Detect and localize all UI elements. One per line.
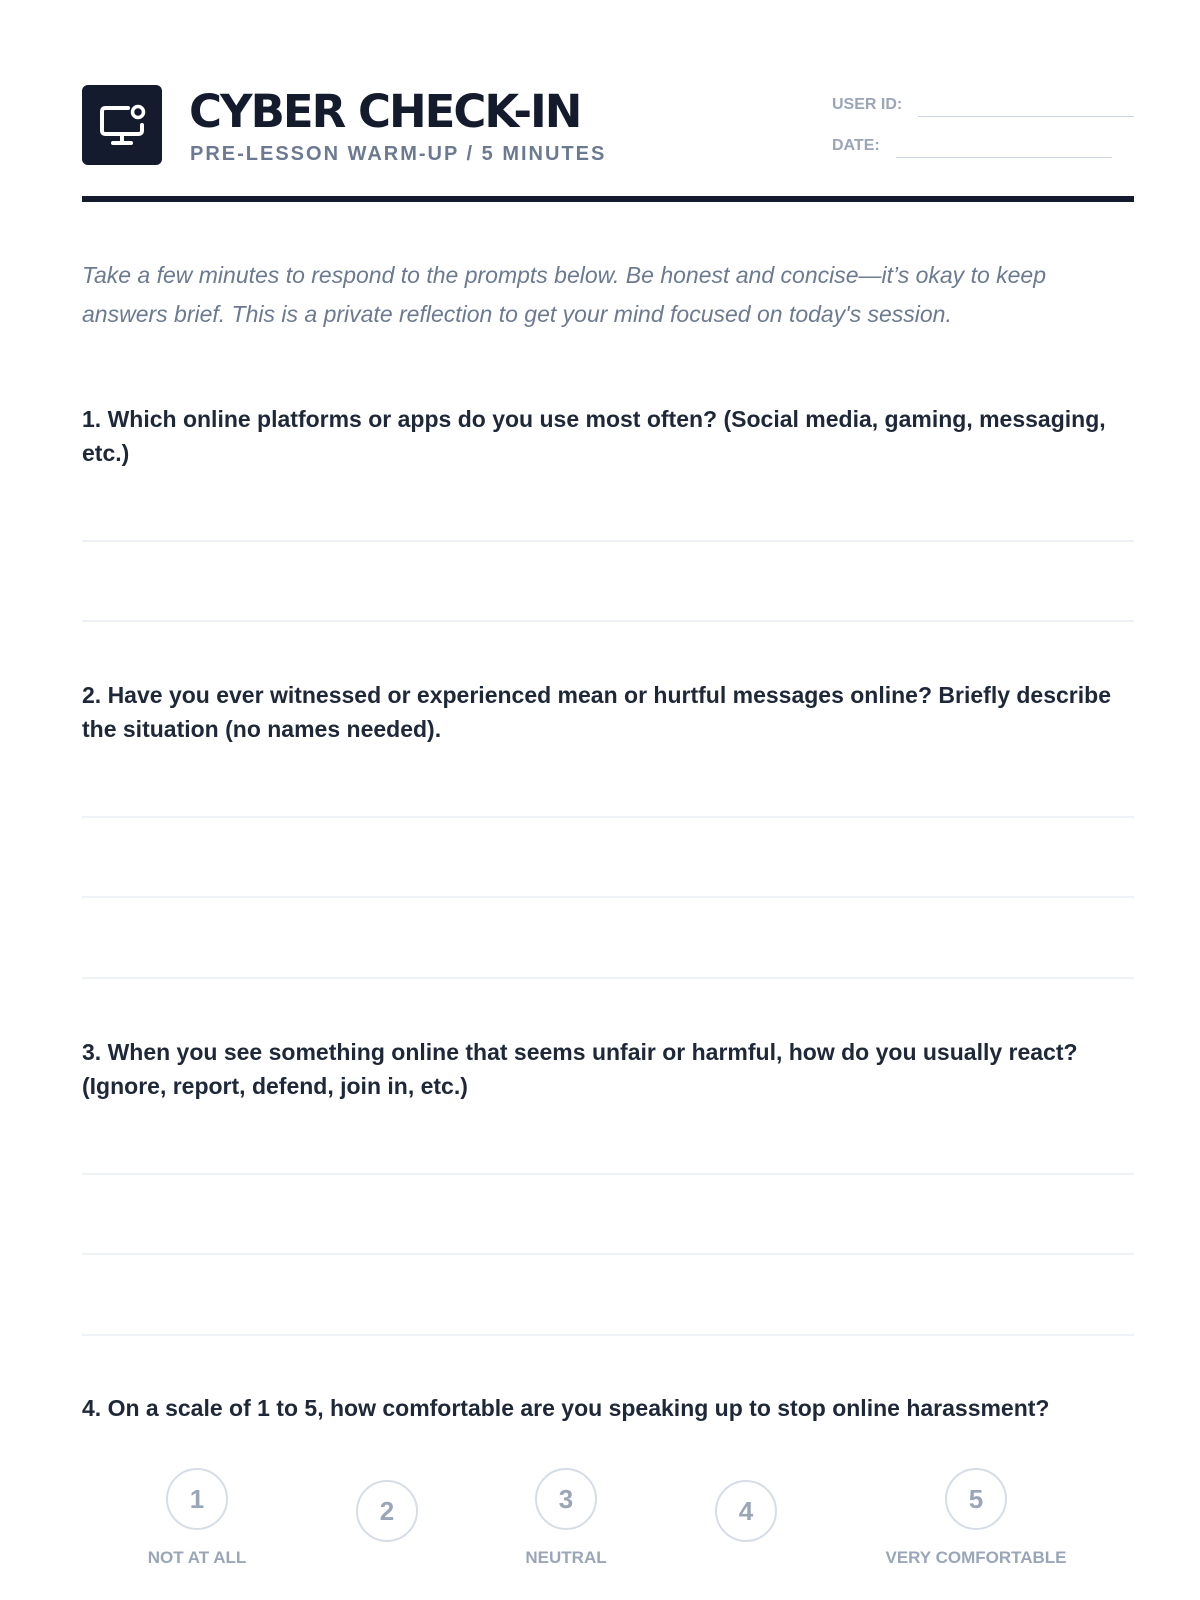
- question-3: 3. When you see something online that seems unfair or harmful, how do you usually react? (Ignore, report, defend, join in, etc.): [82, 1039, 1078, 1099]
- scale-option-2[interactable]: [287, 1480, 487, 1542]
- scale-label: NOT AT ALL: [147, 1548, 247, 1567]
- answer-line-q3-2[interactable]: [82, 1253, 1134, 1255]
- scale-circle[interactable]: 3: [535, 1468, 597, 1530]
- answer-line-q3-1[interactable]: [82, 1173, 1134, 1175]
- worksheet-page: [82, 0, 1134, 1567]
- scale-label: NEUTRAL: [525, 1548, 607, 1567]
- header: [82, 0, 1134, 202]
- user-id-field[interactable]: [918, 116, 1134, 117]
- page-title: CYBER CHECK-IN: [189, 85, 581, 138]
- answer-line-q3-3[interactable]: [82, 1334, 1134, 1336]
- monitor-user-icon: [82, 85, 162, 165]
- question-1: 1. Which online platforms or apps do you use most often? (Social media, gaming, messaging, etc.): [82, 406, 1106, 466]
- date-label: DATE:: [832, 137, 880, 154]
- answer-line-q2-1[interactable]: [82, 816, 1134, 818]
- page-subtitle: PRE-LESSON WARM-UP / 5 MINUTES: [190, 143, 607, 165]
- question-4: 4. On a scale of 1 to 5, how comfortable are you speaking up to stop online harassment?: [82, 1395, 1050, 1421]
- scale-circle[interactable]: 5: [945, 1468, 1007, 1530]
- answer-line-q1-2[interactable]: [82, 620, 1134, 622]
- intro-text: Take a few minutes to respond to the prompts below. Be honest and concise—it’s okay to keep answers brief. This is a private reflection to get your mind focused on today's session.: [82, 262, 1047, 327]
- header-divider: [82, 196, 1134, 202]
- scale-circle[interactable]: 1: [166, 1468, 228, 1530]
- answer-line-q2-3[interactable]: [82, 977, 1134, 979]
- scale-option-3[interactable]: [466, 1468, 666, 1568]
- question-2: 2. Have you ever witnessed or experienced mean or hurtful messages online? Briefly describe the situation (no names needed).: [82, 682, 1111, 742]
- scale-option-4[interactable]: [646, 1480, 846, 1542]
- scale-circle[interactable]: 4: [715, 1480, 777, 1542]
- answer-line-q1-1[interactable]: [82, 540, 1134, 542]
- scale-label: VERY COMFORTABLE: [885, 1548, 1067, 1567]
- scale-option-1[interactable]: [97, 1468, 297, 1568]
- answer-line-q2-2[interactable]: [82, 896, 1134, 898]
- scale-circle[interactable]: 2: [356, 1480, 418, 1542]
- date-field[interactable]: [896, 157, 1112, 158]
- scale-option-5[interactable]: [876, 1468, 1076, 1568]
- user-id-label: USER ID:: [832, 96, 903, 113]
